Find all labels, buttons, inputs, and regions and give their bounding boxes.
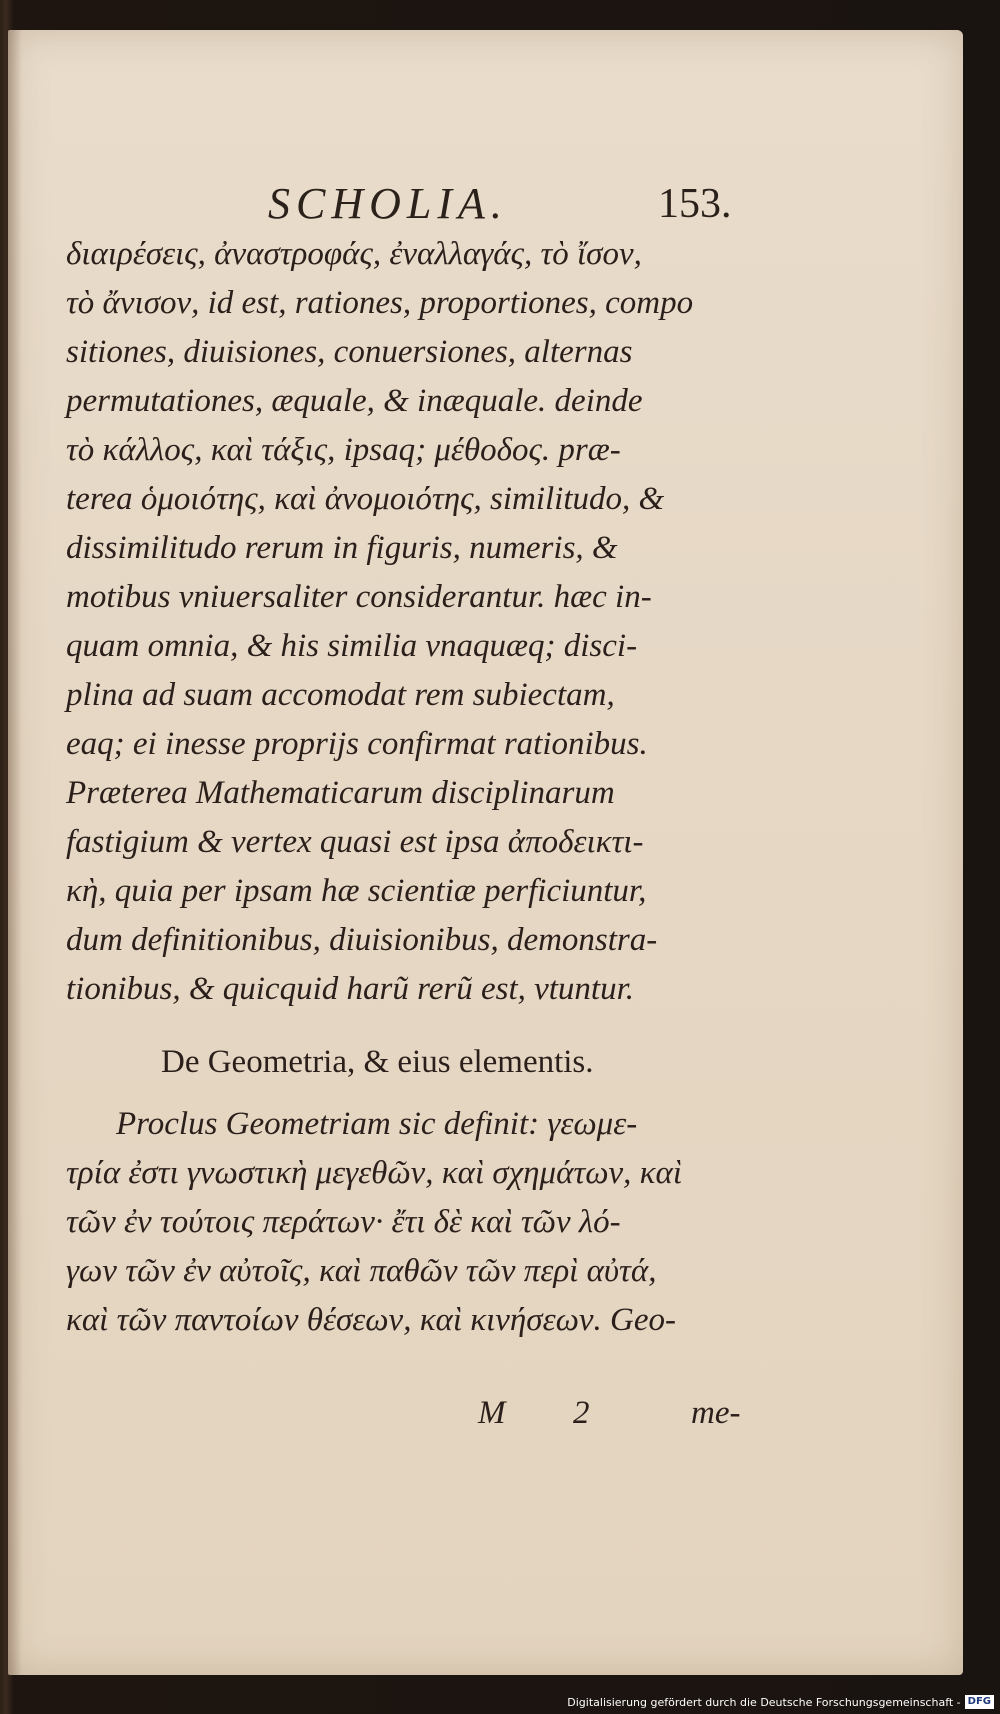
- text-line: Præterea Mathematicarum disciplinarum: [66, 775, 615, 811]
- text-line: fastigium & vertex quasi est ipsa ἀποδεικτι-: [66, 824, 644, 860]
- text-line: plina ad suam accomodat rem subiectam,: [66, 677, 615, 713]
- text-line: τῶν ἐν τούτοις περάτων· ἔτι δὲ καὶ τῶν λό-: [66, 1204, 621, 1240]
- text-block: [66, 230, 766, 1345]
- text-line: quam omnia, & his similia vnaquæq; disci-: [66, 628, 638, 664]
- credit-text: Digitalisierung gefördert durch die Deutsche Forschungsgemeinschaft -: [567, 1695, 961, 1709]
- text-line: motibus vniuersaliter considerantur. hæc in-: [66, 579, 652, 615]
- digitization-credit: [567, 1694, 994, 1710]
- text-line: γων τῶν ἐν αὐτοῖς, καὶ παθῶν τῶν περὶ αὐτά,: [66, 1253, 657, 1289]
- text-line: Proclus Geometriam sic definit: γεωμε-: [116, 1106, 638, 1142]
- running-head: [8, 150, 963, 230]
- catch-line: [8, 1395, 963, 1445]
- text-line: τρία ἐστι γνωστικὴ μεγεθῶν, καὶ σχημάτων, καὶ: [66, 1155, 683, 1191]
- text-line: dissimilitudo rerum in figuris, numeris, &: [66, 530, 618, 566]
- page-number: 153.: [658, 181, 732, 227]
- running-title: SCHOLIA.: [268, 179, 508, 228]
- text-line: tionibus, & quicquid harũ rerũ est, vtuntur.: [66, 971, 635, 1007]
- signature-mark: M: [478, 1395, 506, 1431]
- book-page: [8, 30, 963, 1675]
- text-line: eaq; ei inesse proprijs confirmat rationibus.: [66, 726, 648, 762]
- text-line: τὸ κάλλος, καὶ τάξις, ipsaq; μέθοδος. præ-: [66, 432, 621, 468]
- text-line: sitiones, diuisiones, conuersiones, alternas: [66, 334, 633, 370]
- section-heading: De Geometria, & eius elementis.: [161, 1044, 594, 1080]
- dfg-logo: DFG: [965, 1695, 994, 1709]
- text-line: permutationes, æquale, & inæquale. deinde: [66, 383, 643, 419]
- catchword: me-: [691, 1395, 741, 1431]
- text-line: dum definitionibus, diuisionibus, demonstra-: [66, 922, 658, 958]
- text-line: κὴ, quia per ipsam hæ scientiæ perficiuntur,: [66, 873, 647, 909]
- text-line: τὸ ἄνισον, id est, rationes, proportiones, compo: [66, 285, 694, 321]
- text-line: διαιρέσεις, ἀναστροφάς, ἐναλλαγάς, τὸ ἴσον,: [66, 236, 642, 272]
- signature-number: 2: [573, 1395, 590, 1431]
- text-line: terea ὁμοιότης, καὶ ἀνομοιότης, similitudo, &: [66, 481, 665, 517]
- text-line: καὶ τῶν παντοίων θέσεων, καὶ κινήσεων. Geo-: [66, 1302, 677, 1338]
